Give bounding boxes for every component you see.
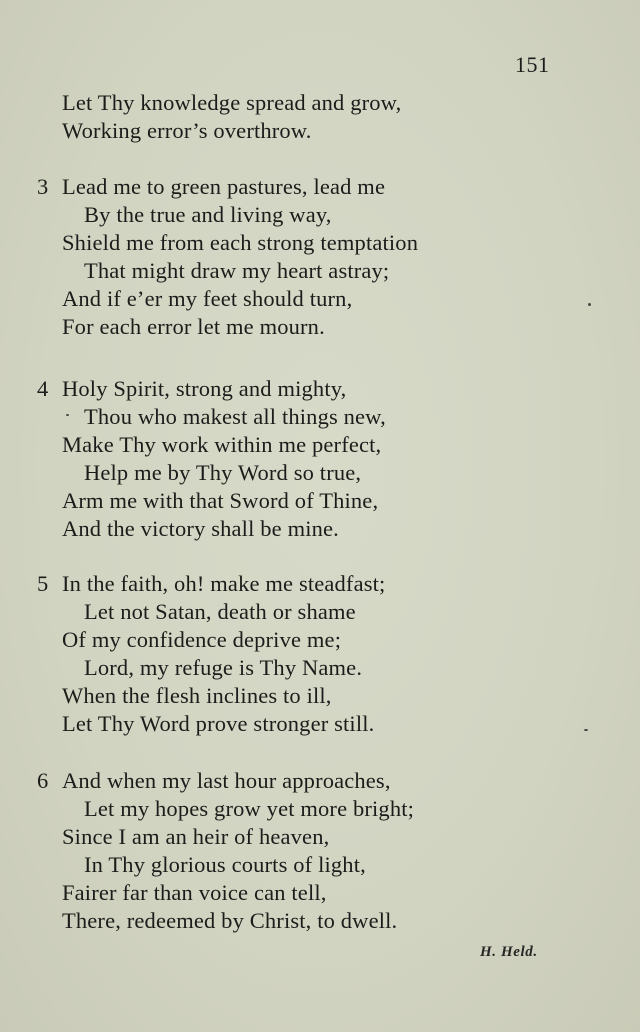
verse-line: Arm me with that Sword of Thine, xyxy=(62,488,379,513)
print-speck xyxy=(588,303,591,306)
print-speck xyxy=(584,729,588,731)
verse-line: Let my hopes grow yet more bright; xyxy=(84,796,415,821)
verse-line: Let Thy Word prove stronger still. xyxy=(62,711,375,736)
verse-line: Lord, my refuge is Thy Name. xyxy=(84,655,363,680)
stanza-number: 6 xyxy=(37,768,49,793)
verse-line: Make Thy work within me perfect, xyxy=(62,432,382,457)
verse-line: Let Thy knowledge spread and grow, xyxy=(62,90,402,115)
verse-line: For each error let me mourn. xyxy=(62,314,325,339)
verse-line: There, redeemed by Christ, to dwell. xyxy=(62,908,398,933)
verse-line: Shield me from each strong temptation xyxy=(62,230,419,255)
verse-line: Of my confidence deprive me; xyxy=(62,627,342,652)
stanza-number: 3 xyxy=(37,174,49,199)
verse-line: By the true and living way, xyxy=(84,202,332,227)
stanza-number: 4 xyxy=(37,376,49,401)
verse-line: Fairer far than voice can tell, xyxy=(62,880,327,905)
verse-line: Working error’s overthrow. xyxy=(62,118,312,143)
verse-line: Lead me to green pastures, lead me xyxy=(62,174,386,199)
verse-line: When the flesh inclines to ill, xyxy=(62,683,332,708)
verse-line: And the victory shall be mine. xyxy=(62,516,339,541)
verse-line: Since I am an heir of heaven, xyxy=(62,824,330,849)
verse-line: Thou who makest all things new, xyxy=(84,404,386,429)
verse-line: That might draw my heart astray; xyxy=(84,258,390,283)
page-number: 151 xyxy=(515,52,550,77)
verse-line: And when my last hour approaches, xyxy=(62,768,391,793)
verse-line: Let not Satan, death or shame xyxy=(84,599,356,624)
verse-line: In the faith, oh! make me steadfast; xyxy=(62,571,386,596)
verse-line: In Thy glorious courts of light, xyxy=(84,852,366,877)
print-speck xyxy=(66,414,69,416)
verse-line: Holy Spirit, strong and mighty, xyxy=(62,376,347,401)
verse-line: And if e’er my feet should turn, xyxy=(62,286,353,311)
stanza-number: 5 xyxy=(37,571,49,596)
verse-line: Help me by Thy Word so true, xyxy=(84,460,362,485)
author-attribution: H. Held. xyxy=(480,944,538,960)
